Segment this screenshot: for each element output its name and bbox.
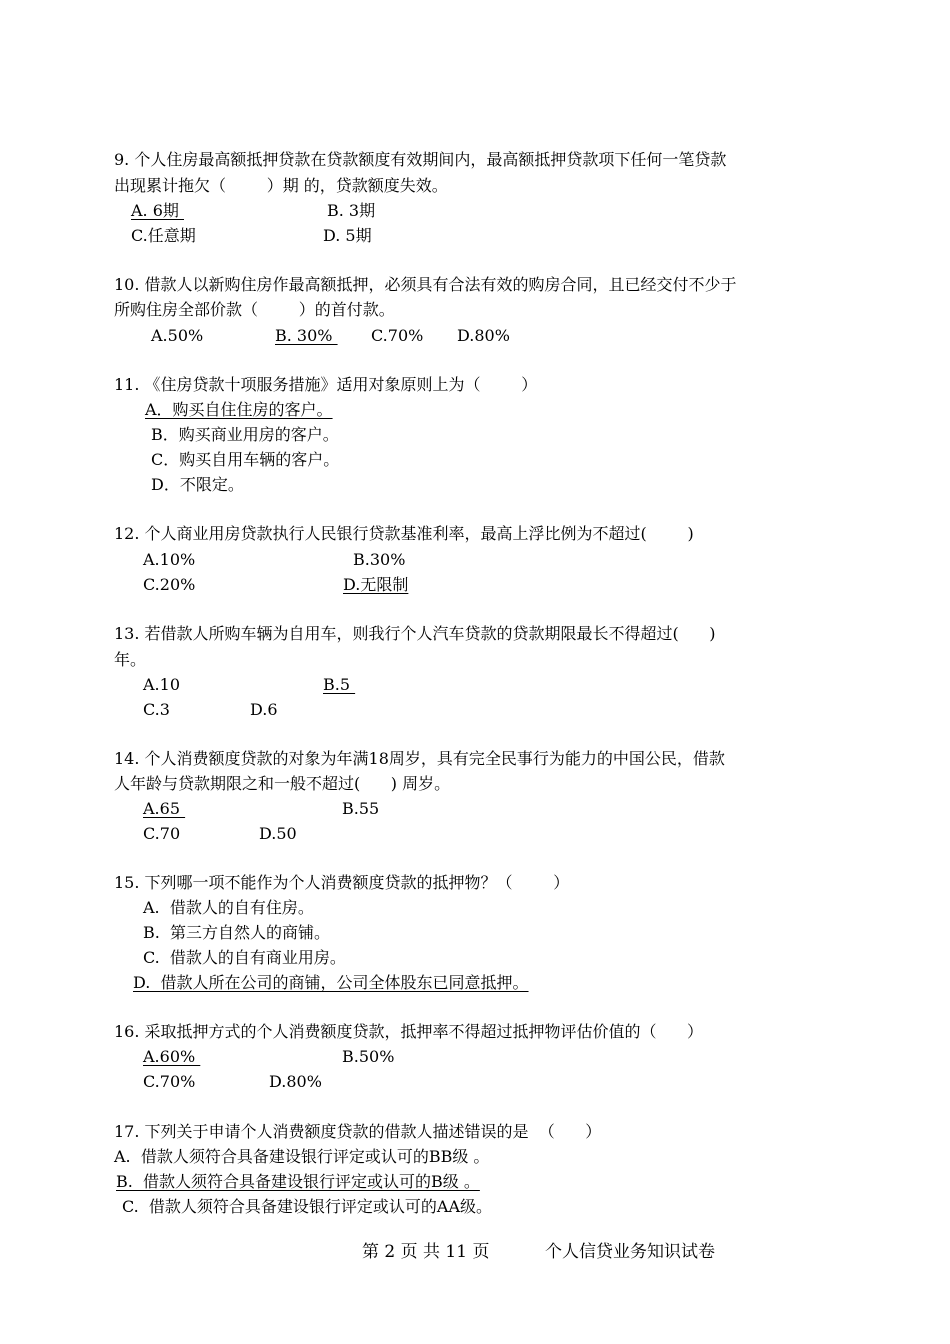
question-13-option-a: A.10 bbox=[143, 675, 180, 694]
question-14-stem-line-2: 人年龄与贷款期限之和一般不超过( ) 周岁。 bbox=[114, 774, 451, 793]
question-10-option-b-answer: B. 30% bbox=[275, 326, 338, 345]
question-12-stem: 12. 个人商业用房贷款执行人民银行贷款基准利率，最高上浮比例为不超过( ) bbox=[114, 524, 694, 543]
question-17-option-c: C. 借款人须符合具备建设银行评定或认可的AA级。 bbox=[122, 1197, 493, 1216]
question-16-option-a-answer: A.60% bbox=[143, 1047, 201, 1066]
question-10-option-c: C.70% bbox=[371, 326, 424, 345]
question-10-stem-line-1: 10. 借款人以新购住房作最高额抵押，必须具有合法有效的购房合同，且已经交付不少于 bbox=[114, 275, 737, 294]
question-9-stem-line-2: 出现累计拖欠（ ）期 的，贷款额度失效。 bbox=[114, 176, 448, 195]
footer-page-info: 第 2 页 共 11 页 bbox=[362, 1242, 490, 1262]
question-10-option-d: D.80% bbox=[457, 326, 510, 345]
question-15-option-c: C. 借款人的自有商业用房。 bbox=[143, 948, 346, 967]
question-10-stem-line-2: 所购住房全部价款（ ）的首付款。 bbox=[114, 300, 395, 319]
question-11-option-c: C．购买自用车辆的客户。 bbox=[151, 450, 340, 469]
question-16-stem: 16. 采取抵押方式的个人消费额度贷款，抵押率不得超过抵押物评估价值的（ ） bbox=[114, 1022, 704, 1041]
question-12-option-d-answer: D.无限制 bbox=[343, 575, 409, 594]
question-15-option-d-answer: D. 借款人所在公司的商铺，公司全体股东已同意抵押。 bbox=[133, 973, 529, 992]
question-11-option-d: D．不限定。 bbox=[151, 475, 244, 494]
question-15-option-b: B. 第三方自然人的商铺。 bbox=[143, 923, 331, 942]
question-9-option-a-answer: A. 6期 bbox=[131, 201, 184, 220]
question-16-option-b: B.50% bbox=[342, 1047, 395, 1066]
question-13-stem-line-2: 年。 bbox=[114, 650, 147, 669]
question-14-option-a-answer: A.65 bbox=[143, 799, 186, 818]
question-17-option-b-answer: B. 借款人须符合具备建设银行评定或认可的B级 。 bbox=[116, 1172, 480, 1191]
question-13-option-b-answer: B.5 bbox=[323, 675, 356, 694]
question-16-option-d: D.80% bbox=[269, 1072, 322, 1091]
question-11-stem: 11. 《住房贷款十项服务措施》适用对象原则上为（ ） bbox=[114, 375, 538, 394]
question-9-option-b: B. 3期 bbox=[327, 201, 376, 220]
question-12-option-a: A.10% bbox=[143, 550, 196, 569]
question-14-option-c: C.70 bbox=[143, 824, 181, 843]
question-9-stem-line-1: 9. 个人住房最高额抵押贷款在贷款额度有效期间内，最高额抵押贷款项下任何一笔贷款 bbox=[114, 150, 727, 169]
question-13-option-c: C.3 bbox=[143, 700, 170, 719]
question-11-option-b: B．购买商业用房的客户。 bbox=[151, 425, 339, 444]
question-15-stem: 15. 下列哪一项不能作为个人消费额度贷款的抵押物？（ ） bbox=[114, 873, 570, 892]
question-12-option-c: C.20% bbox=[143, 575, 196, 594]
question-14-option-b: B.55 bbox=[342, 799, 380, 818]
question-13-stem-line-1: 13. 若借款人所购车辆为自用车，则我行个人汽车贷款的贷款期限最长不得超过( ) bbox=[114, 624, 716, 643]
question-14-option-d: D.50 bbox=[259, 824, 297, 843]
question-11-option-a-answer: A．购买自住住房的客户。 bbox=[145, 400, 333, 419]
question-12-option-b: B.30% bbox=[353, 550, 406, 569]
question-15-option-a: A. 借款人的自有住房。 bbox=[143, 898, 314, 917]
question-16-option-c: C.70% bbox=[143, 1072, 196, 1091]
question-9-option-d: D. 5期 bbox=[323, 226, 372, 245]
question-17-option-a: A. 借款人须符合具备建设银行评定或认可的BB级 。 bbox=[114, 1147, 490, 1166]
question-17-stem: 17. 下列关于申请个人消费额度贷款的借款人描述错误的是 （ ） bbox=[114, 1122, 602, 1141]
question-14-stem-line-1: 14. 个人消费额度贷款的对象为年满18周岁，具有完全民事行为能力的中国公民，借款 bbox=[114, 749, 725, 768]
footer-title: 个人信贷业务知识试卷 bbox=[545, 1242, 715, 1262]
question-9-option-c: C.任意期 bbox=[131, 226, 196, 245]
question-13-option-d: D.6 bbox=[250, 700, 278, 719]
question-10-option-a: A.50% bbox=[151, 326, 204, 345]
